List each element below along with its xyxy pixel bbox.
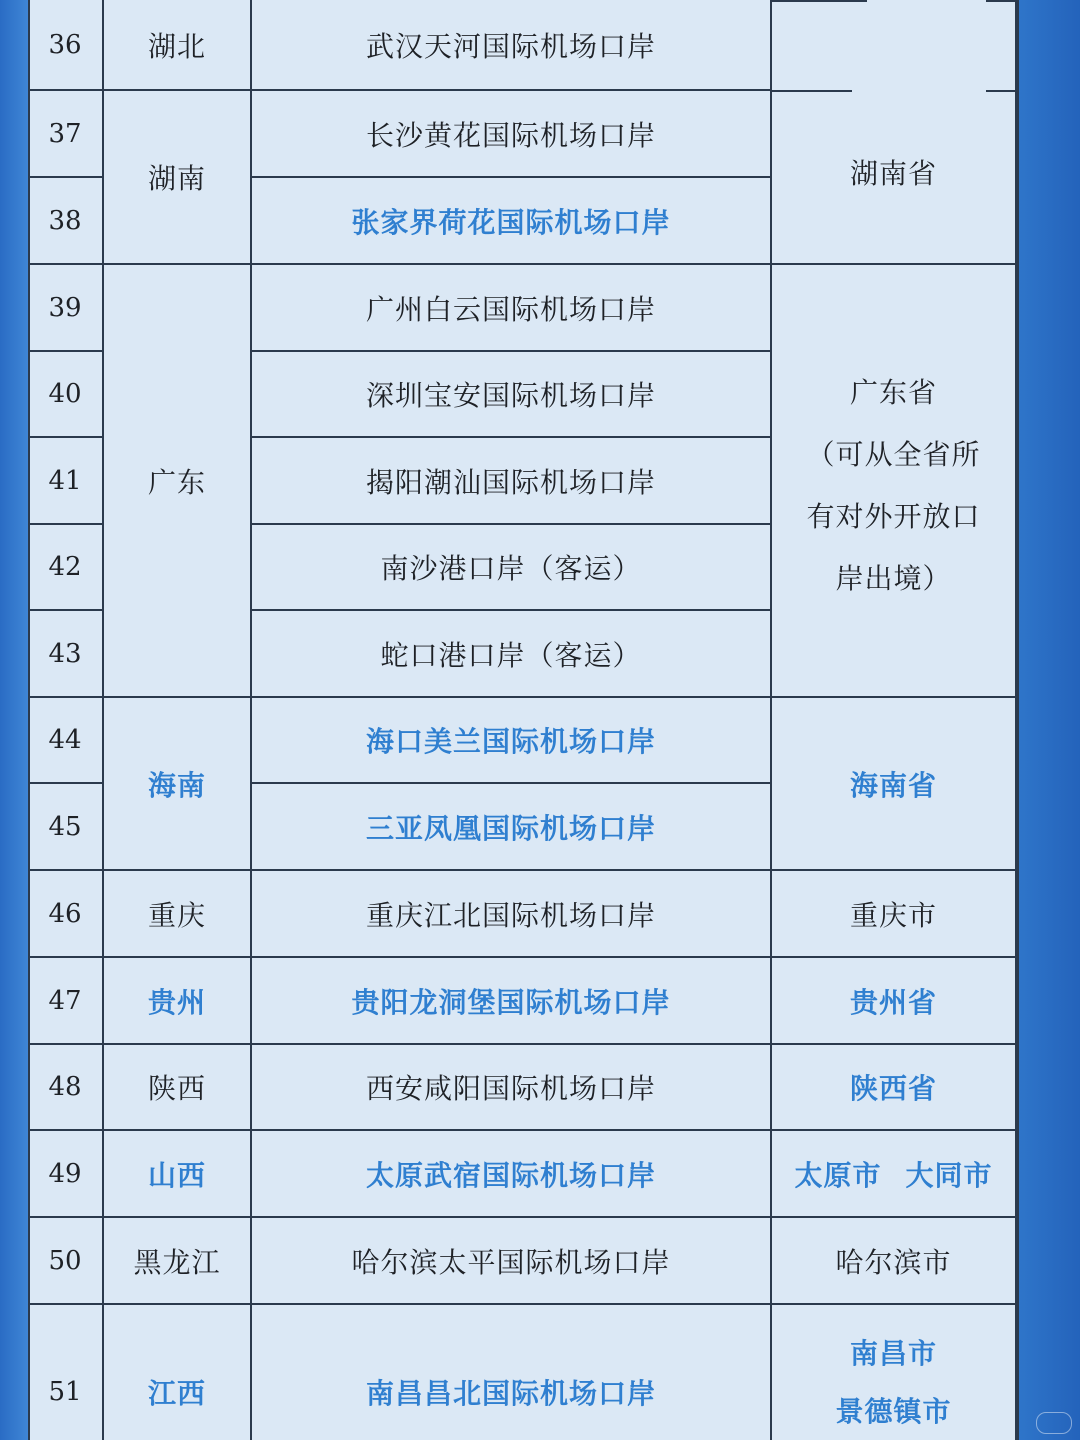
row-number: 44 — [28, 698, 104, 784]
port-cell: 广州白云国际机场口岸 — [252, 265, 772, 352]
row-number: 50 — [28, 1218, 104, 1305]
scope-cell: 重庆市 — [772, 871, 1017, 958]
row-number: 37 — [28, 91, 104, 178]
scope-cell — [772, 1305, 1017, 1440]
scope-line: （可从全省所 — [806, 437, 981, 471]
province-cell: 湖南 — [104, 91, 252, 265]
port-cell: 西安咸阳国际机场口岸 — [252, 1045, 772, 1131]
scope-cell: 陕西省 — [772, 1045, 1017, 1131]
port-table — [28, 0, 1017, 1440]
port-cell: 南昌昌北国际机场口岸 — [252, 1305, 772, 1440]
port-cell: 太原武宿国际机场口岸 — [252, 1131, 772, 1218]
scope-cell — [772, 265, 1017, 698]
port-cell: 重庆江北国际机场口岸 — [252, 871, 772, 958]
row-number: 39 — [28, 265, 104, 352]
scope-cell: 海南省 — [772, 698, 1017, 871]
province-cell: 贵州 — [104, 958, 252, 1045]
port-cell: 三亚凤凰国际机场口岸 — [252, 784, 772, 871]
port-cell: 张家界荷花国际机场口岸 — [252, 178, 772, 265]
table-right-border — [1016, 0, 1019, 1440]
province-cell: 山西 — [104, 1131, 252, 1218]
port-cell: 武汉天河国际机场口岸 — [252, 0, 772, 91]
port-cell: 贵阳龙洞堡国际机场口岸 — [252, 958, 772, 1045]
scope-line: 广东省 — [849, 375, 937, 409]
row-number: 41 — [28, 438, 104, 525]
province-cell: 重庆 — [104, 871, 252, 958]
scope-cell: 哈尔滨市 — [772, 1218, 1017, 1305]
port-cell: 蛇口港口岸（客运） — [252, 611, 772, 698]
row-number: 46 — [28, 871, 104, 958]
province-cell: 黑龙江 — [104, 1218, 252, 1305]
scope-cell: 贵州省 — [772, 958, 1017, 1045]
port-cell: 哈尔滨太平国际机场口岸 — [252, 1218, 772, 1305]
scope-cell — [772, 0, 1017, 91]
province-cell: 陕西 — [104, 1045, 252, 1131]
port-cell: 海口美兰国际机场口岸 — [252, 698, 772, 784]
row-number: 47 — [28, 958, 104, 1045]
row-number: 36 — [28, 0, 104, 91]
port-cell: 长沙黄花国际机场口岸 — [252, 91, 772, 178]
border-fragment — [986, 0, 1017, 2]
port-cell: 深圳宝安国际机场口岸 — [252, 352, 772, 438]
province-cell: 海南 — [104, 698, 252, 871]
province-cell: 江西 — [104, 1305, 252, 1440]
province-cell: 湖北 — [104, 0, 252, 91]
scope-cell — [772, 1131, 1017, 1218]
scope-line: 岸出境） — [835, 561, 952, 595]
row-number: 40 — [28, 352, 104, 438]
scope-cell: 湖南省 — [772, 91, 1017, 265]
port-cell: 揭阳潮汕国际机场口岸 — [252, 438, 772, 525]
scope-city: 大同市 — [905, 1158, 993, 1192]
scope-line: 有对外开放口 — [806, 499, 981, 533]
scope-line: 南昌市 — [849, 1337, 937, 1370]
scope-line: 景德镇市 — [835, 1395, 952, 1428]
row-number: 38 — [28, 178, 104, 265]
port-cell: 南沙港口岸（客运） — [252, 525, 772, 611]
scope-city: 太原市 — [794, 1158, 882, 1192]
table-left-border — [28, 0, 30, 1440]
province-cell: 广东 — [104, 265, 252, 698]
row-number: 45 — [28, 784, 104, 871]
watermark-badge — [1036, 1412, 1072, 1434]
border-fragment — [986, 90, 1017, 92]
row-number: 43 — [28, 611, 104, 698]
row-number: 51 — [28, 1305, 104, 1440]
row-number: 48 — [28, 1045, 104, 1131]
border-fragment — [772, 0, 867, 2]
border-fragment — [772, 90, 852, 92]
row-number: 49 — [28, 1131, 104, 1218]
row-number: 42 — [28, 525, 104, 611]
